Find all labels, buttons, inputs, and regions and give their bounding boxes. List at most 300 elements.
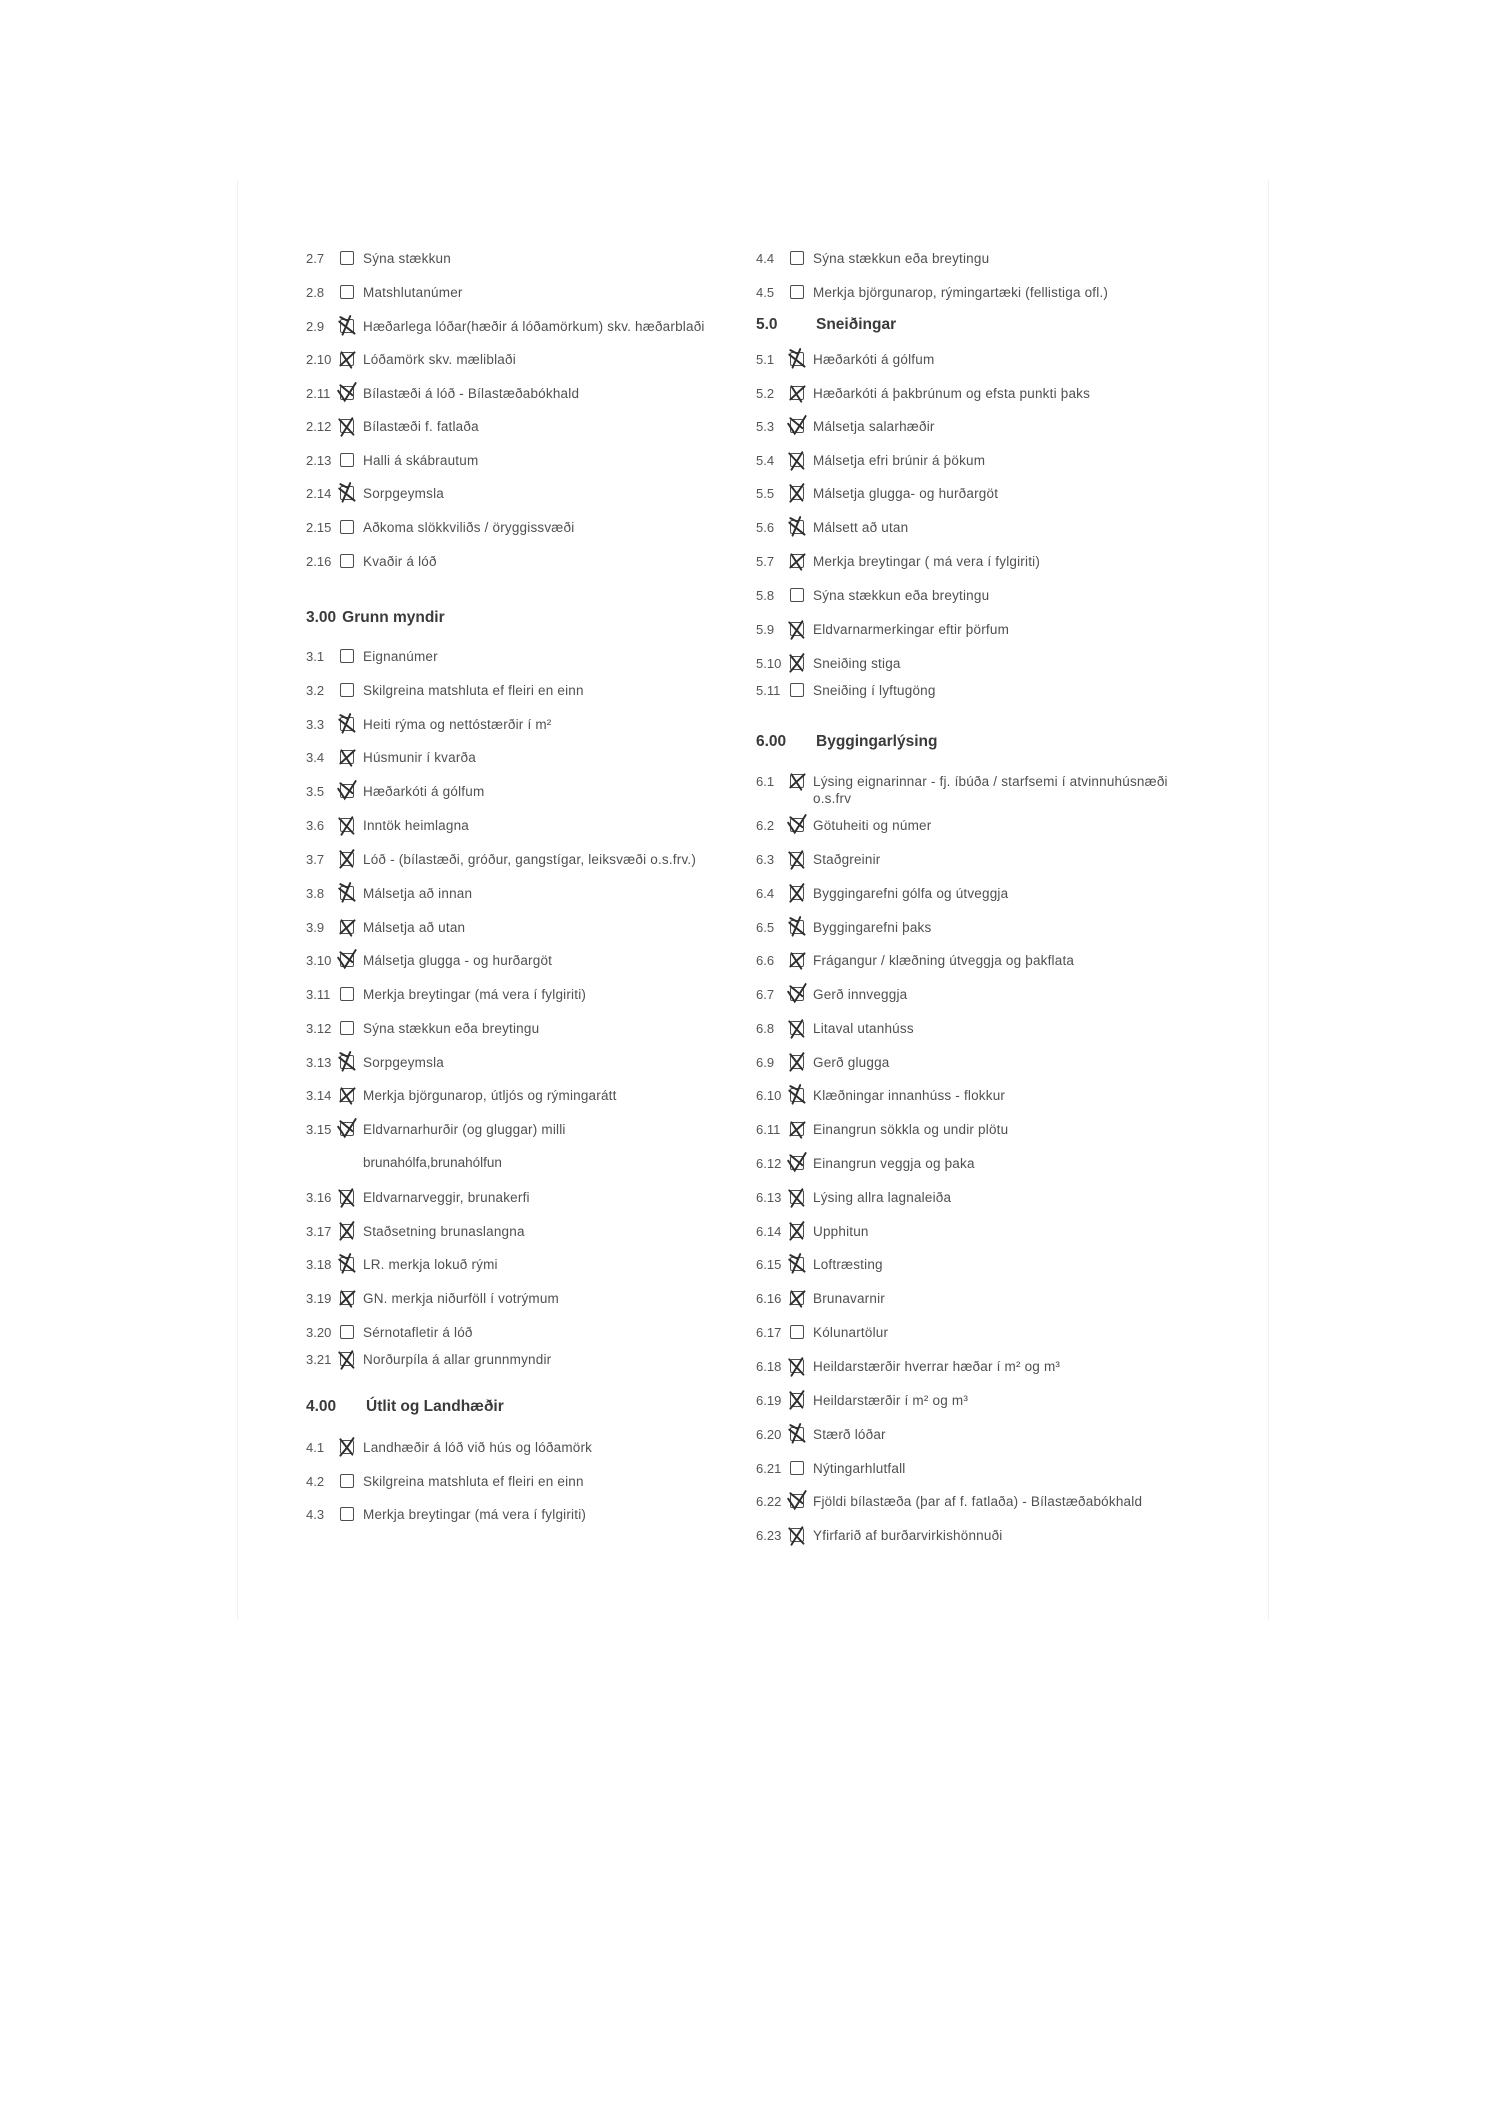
checklist-item xyxy=(756,351,934,368)
item-label: Gerð glugga xyxy=(813,1055,890,1070)
item-label: Kvaðir á lóð xyxy=(363,554,437,569)
check-mark-icon xyxy=(337,415,359,439)
checklist-item xyxy=(756,986,907,1003)
checklist-item xyxy=(756,553,1040,570)
checklist-item xyxy=(756,885,1008,902)
checked-checkbox[interactable] xyxy=(340,1088,354,1102)
item-label: Málsetja að utan xyxy=(363,920,466,935)
item-label: Hæðarlega lóðar(hæðir á lóðamörkum) skv. hæðarblaði xyxy=(363,319,705,334)
check-mark-icon xyxy=(787,916,809,940)
item-number: 2.12 xyxy=(306,419,332,434)
item-label: Heildarstærðir í m² og m³ xyxy=(813,1393,969,1408)
item-label: Gerð innveggja xyxy=(813,987,908,1002)
checklist-item xyxy=(756,587,989,604)
checkbox[interactable] xyxy=(790,588,804,602)
checkbox[interactable] xyxy=(340,251,354,265)
check-mark-icon xyxy=(787,1051,809,1075)
check-mark-icon xyxy=(337,1436,359,1460)
item-label: Aðkoma slökkviliðs / öryggissvæði xyxy=(363,520,575,535)
checklist-item xyxy=(306,682,584,699)
checked-checkbox[interactable] xyxy=(790,1494,804,1508)
check-mark-icon xyxy=(337,1287,359,1311)
checked-checkbox[interactable] xyxy=(790,1088,804,1102)
section-heading xyxy=(306,609,445,627)
item-number: 6.11 xyxy=(756,1122,781,1137)
checkbox[interactable] xyxy=(340,520,354,534)
item-label-continuation: brunahólfa,brunahólfun xyxy=(363,1155,502,1170)
checked-checkbox[interactable] xyxy=(340,818,354,832)
item-label: Merkja björgunarop, rýmingartæki (fellistiga ofl.) xyxy=(813,285,1109,300)
checked-checkbox[interactable] xyxy=(790,520,804,534)
check-mark-icon xyxy=(787,415,809,439)
item-label: Einangrun veggja og þaka xyxy=(813,1156,975,1171)
checked-checkbox[interactable] xyxy=(340,1055,354,1069)
item-label: Skilgreina matshluta ef fleiri en einn xyxy=(363,1474,584,1489)
checklist-item xyxy=(306,1290,559,1307)
checkbox[interactable] xyxy=(340,1474,354,1488)
item-number: 6.18 xyxy=(756,1359,782,1374)
checklist-item xyxy=(756,1189,951,1206)
item-label: Sýna stækkun eða breytingu xyxy=(813,588,990,603)
checked-checkbox[interactable] xyxy=(340,1352,354,1366)
checked-checkbox[interactable] xyxy=(790,453,804,467)
check-mark-icon xyxy=(787,348,809,372)
item-label: Norðurpíla á allar grunnmyndir xyxy=(363,1352,552,1367)
checked-checkbox[interactable] xyxy=(790,987,804,1001)
item-number: 5.11 xyxy=(756,683,781,698)
checked-checkbox[interactable] xyxy=(790,1190,804,1204)
checklist-item xyxy=(306,485,444,502)
item-label: Hæðarkóti á gólfum xyxy=(813,352,935,367)
checked-checkbox[interactable] xyxy=(790,774,804,788)
item-label: Sýna stækkun eða breytingu xyxy=(813,251,990,266)
item-number: 6.8 xyxy=(756,1021,775,1036)
item-number: 3.12 xyxy=(306,1021,332,1036)
checkbox[interactable] xyxy=(340,1507,354,1521)
checklist-item xyxy=(756,1324,888,1341)
checked-checkbox[interactable] xyxy=(340,1440,354,1454)
item-label: Sorpgeymsla xyxy=(363,486,444,501)
checked-checkbox[interactable] xyxy=(790,1257,804,1271)
check-mark-icon xyxy=(337,780,359,804)
checked-checkbox[interactable] xyxy=(790,1427,804,1441)
check-mark-icon xyxy=(337,848,359,872)
item-number: 3.5 xyxy=(306,784,325,799)
item-label: Sýna stækkun eða breytingu xyxy=(363,1021,540,1036)
item-number: 3.21 xyxy=(306,1352,332,1367)
checked-checkbox[interactable] xyxy=(790,1156,804,1170)
item-label: Hæðarkóti á gólfum xyxy=(363,784,485,799)
item-number: 4.5 xyxy=(756,285,775,300)
item-number: 3.16 xyxy=(306,1190,332,1205)
section-heading xyxy=(756,733,937,751)
checklist-item xyxy=(756,452,985,469)
check-mark-icon xyxy=(337,949,359,973)
item-number: 2.11 xyxy=(306,386,331,401)
checklist-item xyxy=(756,1426,886,1443)
item-number: 2.8 xyxy=(306,285,325,300)
check-mark-icon xyxy=(787,449,809,473)
checked-checkbox[interactable] xyxy=(790,1021,804,1035)
checklist-item xyxy=(756,773,1193,807)
checklist-item xyxy=(306,749,476,766)
item-number: 6.1 xyxy=(756,774,775,789)
checked-checkbox[interactable] xyxy=(790,622,804,636)
item-label: Klæðningar innanhúss - flokkur xyxy=(813,1088,1006,1103)
checklist-item xyxy=(756,1256,883,1273)
check-mark-icon xyxy=(787,1152,809,1176)
item-number: 6.6 xyxy=(756,953,775,968)
item-label: Málsetja glugga - og hurðargöt xyxy=(363,953,553,968)
checked-checkbox[interactable] xyxy=(340,920,354,934)
checked-checkbox[interactable] xyxy=(790,352,804,366)
item-number: 4.1 xyxy=(306,1440,325,1455)
checked-checkbox[interactable] xyxy=(790,920,804,934)
checklist-item xyxy=(306,1439,592,1456)
checklist-item xyxy=(756,1358,1060,1375)
checklist-item xyxy=(756,1087,1005,1104)
item-number: 5.5 xyxy=(756,486,775,501)
section-title: Byggingarlýsing xyxy=(816,733,938,750)
checked-checkbox[interactable] xyxy=(340,784,354,798)
check-mark-icon xyxy=(787,1490,809,1514)
check-mark-icon xyxy=(787,482,809,506)
checklist-item xyxy=(756,1155,975,1172)
item-label: Heiti rýma og nettóstærðir í m² xyxy=(363,717,552,732)
checked-checkbox[interactable] xyxy=(340,419,354,433)
check-mark-icon xyxy=(787,1084,809,1108)
item-number: 3.20 xyxy=(306,1325,332,1340)
item-number: 3.2 xyxy=(306,683,325,698)
check-mark-icon xyxy=(337,814,359,838)
item-number: 6.23 xyxy=(756,1528,782,1543)
checkbox[interactable] xyxy=(790,285,804,299)
checkbox[interactable] xyxy=(340,554,354,568)
item-number: 3.9 xyxy=(306,920,325,935)
item-label: Merkja björgunarop, útljós og rýmingarátt xyxy=(363,1088,617,1103)
check-mark-icon xyxy=(787,983,809,1007)
item-number: 6.22 xyxy=(756,1494,782,1509)
checked-checkbox[interactable] xyxy=(790,554,804,568)
checklist-item xyxy=(306,1087,617,1104)
item-label: Málsetja salarhæðir xyxy=(813,419,935,434)
section-title: Grunn myndir xyxy=(342,609,445,626)
check-mark-icon xyxy=(787,618,809,642)
checklist-item xyxy=(756,1460,906,1477)
item-number: 6.7 xyxy=(756,987,775,1002)
checkbox[interactable] xyxy=(790,1325,804,1339)
checklist-item xyxy=(756,284,1108,301)
checked-checkbox[interactable] xyxy=(340,1224,354,1238)
check-mark-icon xyxy=(787,382,809,406)
check-mark-icon xyxy=(787,1253,809,1277)
checked-checkbox[interactable] xyxy=(340,717,354,731)
checklist-item xyxy=(756,1392,968,1409)
item-label: Sérnotafletir á lóð xyxy=(363,1325,473,1340)
item-number: 6.20 xyxy=(756,1427,782,1442)
check-mark-icon xyxy=(787,1287,809,1311)
item-number: 5.9 xyxy=(756,622,775,637)
item-label: Málsett að utan xyxy=(813,520,909,535)
checked-checkbox[interactable] xyxy=(340,750,354,764)
checklist-item xyxy=(306,817,469,834)
item-number: 6.5 xyxy=(756,920,775,935)
checked-checkbox[interactable] xyxy=(340,953,354,967)
item-number: 6.19 xyxy=(756,1393,782,1408)
checklist-item xyxy=(756,919,931,936)
item-label: Landhæðir á lóð við hús og lóðamörk xyxy=(363,1440,593,1455)
section-number: 3.00 xyxy=(306,609,337,626)
item-label: Heildarstærðir hverrar hæðar í m² og m³ xyxy=(813,1359,1061,1374)
checkbox[interactable] xyxy=(340,453,354,467)
checkbox[interactable] xyxy=(340,1021,354,1035)
item-label: Sorpgeymsla xyxy=(363,1055,444,1070)
checkbox[interactable] xyxy=(340,649,354,663)
checked-checkbox[interactable] xyxy=(790,1291,804,1305)
checked-checkbox[interactable] xyxy=(340,1122,354,1136)
checked-checkbox[interactable] xyxy=(340,886,354,900)
checkbox[interactable] xyxy=(340,1325,354,1339)
section-number: 6.00 xyxy=(756,733,787,750)
checklist-item xyxy=(306,351,516,368)
item-number: 2.16 xyxy=(306,554,332,569)
item-number: 6.17 xyxy=(756,1325,782,1340)
checked-checkbox[interactable] xyxy=(340,1257,354,1271)
check-mark-icon xyxy=(787,1220,809,1244)
item-label: Lýsing eignarinnar - fj. íbúða / starfsemi í atvinnuhúsnæði o.s.frv xyxy=(813,774,1168,806)
item-number: 2.9 xyxy=(306,319,325,334)
item-number: 6.15 xyxy=(756,1257,782,1272)
checked-checkbox[interactable] xyxy=(790,1122,804,1136)
check-mark-icon xyxy=(787,882,809,906)
check-mark-icon xyxy=(787,1423,809,1447)
item-label: Byggingarefni gólfa og útveggja xyxy=(813,886,1009,901)
checked-checkbox[interactable] xyxy=(340,1190,354,1204)
item-number: 3.10 xyxy=(306,953,332,968)
check-mark-icon xyxy=(787,652,809,676)
item-number: 2.7 xyxy=(306,251,325,266)
item-label: Sýna stækkun xyxy=(363,251,451,266)
item-label: Merkja breytingar (má vera í fylgiriti) xyxy=(363,987,587,1002)
checklist-item xyxy=(306,1020,539,1037)
item-label: Loftræsting xyxy=(813,1257,883,1272)
item-label: Merkja breytingar ( má vera í fylgiriti) xyxy=(813,554,1041,569)
item-number: 2.15 xyxy=(306,520,332,535)
item-label: Sneiðing stiga xyxy=(813,656,901,671)
checked-checkbox[interactable] xyxy=(790,886,804,900)
item-label: Yfirfarið af burðarvirkishönnuði xyxy=(813,1528,1003,1543)
checked-checkbox[interactable] xyxy=(790,953,804,967)
checked-checkbox[interactable] xyxy=(790,419,804,433)
checklist-item xyxy=(756,1290,885,1307)
section-heading xyxy=(756,316,896,334)
checkbox[interactable] xyxy=(340,285,354,299)
checklist-item xyxy=(756,250,989,267)
check-mark-icon xyxy=(337,1348,359,1372)
checked-checkbox[interactable] xyxy=(790,656,804,670)
check-mark-icon xyxy=(337,746,359,770)
item-number: 3.3 xyxy=(306,717,325,732)
item-number: 4.4 xyxy=(756,251,775,266)
checklist-item xyxy=(306,648,438,665)
item-label: Upphitun xyxy=(813,1224,869,1239)
section-title: Útlit og Landhæðir xyxy=(366,1398,504,1415)
checkbox[interactable] xyxy=(790,1461,804,1475)
checked-checkbox[interactable] xyxy=(340,352,354,366)
item-label: Matshlutanúmer xyxy=(363,285,463,300)
checked-checkbox[interactable] xyxy=(790,852,804,866)
item-number: 6.4 xyxy=(756,886,775,901)
item-label: GN. merkja niðurföll í votrýmum xyxy=(363,1291,559,1306)
item-number: 3.15 xyxy=(306,1122,332,1137)
section-heading xyxy=(306,1398,504,1416)
check-mark-icon xyxy=(337,315,359,339)
section-number: 4.00 xyxy=(306,1398,337,1415)
check-mark-icon xyxy=(337,1051,359,1075)
check-mark-icon xyxy=(337,1220,359,1244)
checked-checkbox[interactable] xyxy=(340,1291,354,1305)
check-mark-icon xyxy=(337,382,359,406)
item-label: Byggingarefni þaks xyxy=(813,920,932,935)
item-label: Inntök heimlagna xyxy=(363,818,470,833)
checked-checkbox[interactable] xyxy=(790,818,804,832)
checklist-item xyxy=(306,716,552,733)
checklist-item xyxy=(306,418,479,435)
item-number: 6.13 xyxy=(756,1190,782,1205)
checklist-item xyxy=(306,553,437,570)
item-number: 5.8 xyxy=(756,588,775,603)
item-label: Staðsetning brunaslangna xyxy=(363,1224,525,1239)
item-label: Sneiðing í lyftugöng xyxy=(813,683,936,698)
check-mark-icon xyxy=(787,814,809,838)
item-number: 6.16 xyxy=(756,1291,782,1306)
checklist-item xyxy=(756,682,936,699)
item-label: Staðgreinir xyxy=(813,852,881,867)
checklist-item xyxy=(306,284,463,301)
item-label: Lýsing allra lagnaleiða xyxy=(813,1190,952,1205)
checkbox[interactable] xyxy=(790,251,804,265)
item-label: Lóð - (bílastæði, gróður, gangstígar, leiksvæði o.s.frv.) xyxy=(363,852,697,867)
item-number: 3.6 xyxy=(306,818,325,833)
check-mark-icon xyxy=(337,348,359,372)
check-mark-icon xyxy=(787,1389,809,1413)
checked-checkbox[interactable] xyxy=(790,1055,804,1069)
section-number: 5.0 xyxy=(756,316,778,333)
checklist-item xyxy=(756,519,908,536)
item-label: Eignanúmer xyxy=(363,649,438,664)
item-label: Merkja breytingar (má vera í fylgiriti) xyxy=(363,1507,587,1522)
checked-checkbox[interactable] xyxy=(790,386,804,400)
checklist-item xyxy=(756,385,1090,402)
checklist-item xyxy=(756,952,1074,969)
checked-checkbox[interactable] xyxy=(340,386,354,400)
item-label: Bílastæði f. fatlaða xyxy=(363,419,479,434)
item-label: Lóðamörk skv. mæliblaði xyxy=(363,352,516,367)
checklist-item xyxy=(756,621,1009,638)
checklist-item xyxy=(306,385,579,402)
checklist-item xyxy=(306,318,705,335)
item-number: 6.14 xyxy=(756,1224,782,1239)
check-mark-icon xyxy=(787,848,809,872)
checkbox[interactable] xyxy=(790,683,804,697)
item-number: 6.3 xyxy=(756,852,775,867)
item-number: 4.3 xyxy=(306,1507,325,1522)
check-mark-icon xyxy=(787,1118,809,1142)
checked-checkbox[interactable] xyxy=(340,319,354,333)
item-label: Bílastæði á lóð - Bílastæðabókhald xyxy=(363,386,580,401)
checklist-item xyxy=(756,1223,869,1240)
checklist-item xyxy=(306,1351,551,1368)
item-number: 3.19 xyxy=(306,1291,332,1306)
checklist-item xyxy=(306,1473,584,1490)
item-number: 3.1 xyxy=(306,649,325,664)
checked-checkbox[interactable] xyxy=(790,1393,804,1407)
item-label: LR. merkja lokuð rými xyxy=(363,1257,498,1272)
item-label: Nýtingarhlutfall xyxy=(813,1461,906,1476)
checklist-item xyxy=(306,851,696,868)
item-label: Málsetja að innan xyxy=(363,886,473,901)
checklist-item xyxy=(306,1324,473,1341)
item-number: 5.1 xyxy=(756,352,775,367)
check-mark-icon xyxy=(787,1524,809,1548)
checked-checkbox[interactable] xyxy=(790,1224,804,1238)
check-mark-icon xyxy=(787,770,809,794)
checked-checkbox[interactable] xyxy=(790,1528,804,1542)
item-number: 5.10 xyxy=(756,656,782,671)
item-number: 6.21 xyxy=(756,1461,782,1476)
item-label: Götuheiti og númer xyxy=(813,818,932,833)
item-label: Litaval utanhúss xyxy=(813,1021,914,1036)
checked-checkbox[interactable] xyxy=(790,486,804,500)
item-label: Málsetja glugga- og hurðargöt xyxy=(813,486,999,501)
checklist-item xyxy=(306,519,574,536)
item-label: Frágangur / klæðning útveggja og þakflata xyxy=(813,953,1075,968)
checked-checkbox[interactable] xyxy=(340,852,354,866)
check-mark-icon xyxy=(787,949,809,973)
checklist-item xyxy=(306,1256,498,1273)
checklist-item xyxy=(756,851,881,868)
item-number: 4.2 xyxy=(306,1474,325,1489)
checklist-item xyxy=(756,1054,890,1071)
check-mark-icon xyxy=(787,1017,809,1041)
item-number: 3.17 xyxy=(306,1224,332,1239)
checklist-item xyxy=(306,919,465,936)
checklist-page xyxy=(237,180,1269,1620)
checked-checkbox[interactable] xyxy=(790,1359,804,1373)
checkbox[interactable] xyxy=(340,987,354,1001)
item-label: Skilgreina matshluta ef fleiri en einn xyxy=(363,683,584,698)
checklist-item xyxy=(306,952,552,969)
check-mark-icon xyxy=(787,550,809,574)
item-label: Málsetja efri brúnir á þökum xyxy=(813,453,986,468)
checklist-item xyxy=(756,817,931,834)
item-number: 6.9 xyxy=(756,1055,775,1070)
check-mark-icon xyxy=(337,916,359,940)
item-number: 3.7 xyxy=(306,852,325,867)
item-number: 3.14 xyxy=(306,1088,332,1103)
item-number: 2.10 xyxy=(306,352,332,367)
checked-checkbox[interactable] xyxy=(340,486,354,500)
item-number: 3.13 xyxy=(306,1055,332,1070)
item-number: 6.12 xyxy=(756,1156,782,1171)
item-number: 6.2 xyxy=(756,818,775,833)
item-number: 6.10 xyxy=(756,1088,782,1103)
checkbox[interactable] xyxy=(340,683,354,697)
item-number: 3.8 xyxy=(306,886,325,901)
checklist-item xyxy=(756,1527,1003,1544)
item-number: 5.4 xyxy=(756,453,775,468)
checklist-item xyxy=(306,1506,586,1523)
